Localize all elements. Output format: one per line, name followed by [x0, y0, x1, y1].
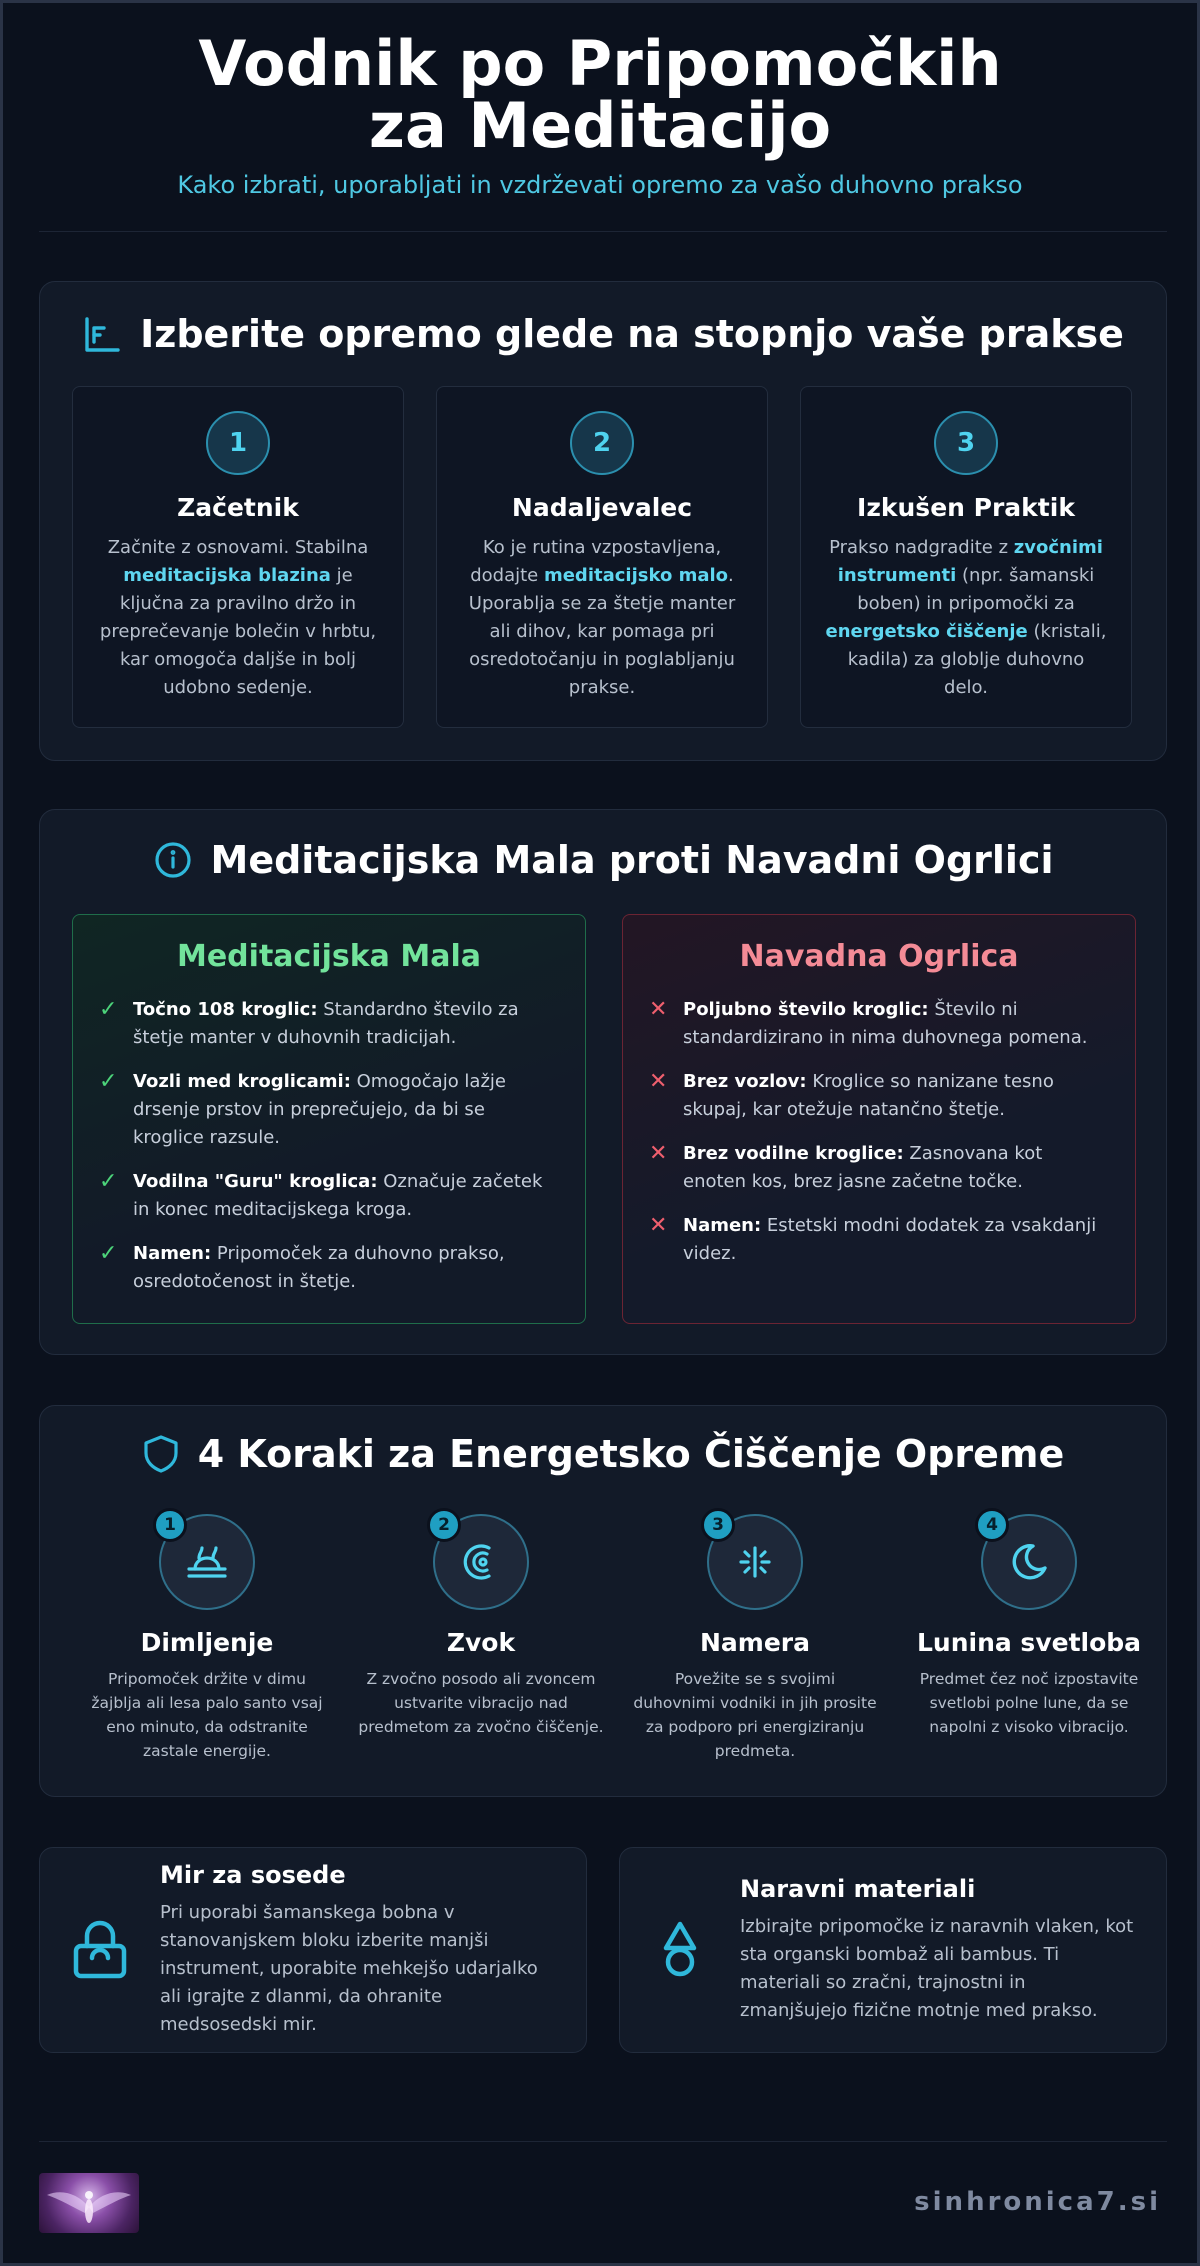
- mala-list: [73, 996, 585, 1296]
- cross-icon: ✕: [649, 1141, 668, 1166]
- site-name[interactable]: sinhronica7.si: [914, 2187, 1161, 2217]
- step-number: 1: [153, 1508, 187, 1542]
- levels-heading: [40, 312, 1166, 356]
- steps-section: [39, 1405, 1167, 1797]
- tip-icon-wrap: [620, 1920, 740, 1980]
- level-name: Začetnik: [177, 493, 299, 522]
- step-text: Predmet čez noč izpostavite svetlobi polne lune, da se napolni z visoko vibracijo.: [919, 1670, 1139, 1736]
- page-subtitle: Kako izbrati, uporabljati in vzdrževati opremo za vašo duhovno prakso: [177, 171, 1023, 199]
- level-name: Nadaljevalec: [511, 493, 693, 522]
- moon-icon: [1007, 1540, 1051, 1584]
- necklace-panel: [622, 914, 1136, 1324]
- steps-heading: [40, 1432, 1166, 1476]
- level-text: Ko je rutina vzpostavljena, dodajte meditacijsko malo. Uporablja se za štetje manter ali dihov, kar pomaga pri osredotočanju in poglabljanju prakse.: [468, 537, 736, 698]
- check-icon: ✓: [99, 1241, 118, 1266]
- necklace-list: [623, 996, 1135, 1268]
- comparison-title: Meditacijska Mala proti Navadni Ogrlici: [210, 838, 1054, 882]
- levels-grid: [72, 386, 1132, 728]
- list-item: ✓ Vozli med kroglicami: Omogočajo lažje drsenje prstov in preprečujejo, da bi se kroglice razsule.: [73, 1068, 585, 1152]
- level-number: 3: [934, 411, 998, 475]
- angel-wings-icon: [39, 2173, 139, 2233]
- step-card: [892, 1514, 1166, 1763]
- cross-icon: ✕: [649, 1213, 668, 1238]
- tip-title: Naravni materiali: [740, 1875, 976, 1903]
- check-icon: ✓: [99, 1169, 118, 1194]
- level-card: [800, 386, 1132, 728]
- tip-body: [160, 1861, 586, 2039]
- cross-icon: ✕: [649, 1069, 668, 1094]
- step-text: Povežite se s svojimi duhovnimi vodniki in jih prosite za podporo pri energiziranju predmeta.: [633, 1670, 877, 1760]
- tip-card-materials: [619, 1847, 1167, 2053]
- level-text: Prakso nadgradite z zvočnimi instrumenti (npr. šamanski boben) in pripomočki za energetsko čiščenje (kristali, kadila) za globlje duhovno delo.: [825, 537, 1107, 698]
- list-item: ✕ Brez vozlov: Kroglice so nanizane tesno skupaj, kar otežuje natančno štetje.: [623, 1068, 1135, 1124]
- step-icon-wrap: [707, 1514, 803, 1610]
- steps-row: [70, 1514, 1166, 1763]
- step-icon-wrap: [433, 1514, 529, 1610]
- level-card: [436, 386, 768, 728]
- step-number: 2: [427, 1508, 461, 1542]
- level-card: [72, 386, 404, 728]
- sparkle-icon: [733, 1540, 777, 1584]
- step-number: 4: [975, 1508, 1009, 1542]
- step-name: Namera: [700, 1628, 810, 1657]
- mala-panel: [72, 914, 586, 1324]
- step-name: Zvok: [446, 1628, 516, 1657]
- hero: [3, 3, 1197, 199]
- stairs-icon: [82, 314, 122, 354]
- footer-divider: [39, 2141, 1167, 2142]
- angel-logo[interactable]: [39, 2173, 139, 2233]
- level-number: 1: [206, 411, 270, 475]
- list-item: ✓ Točno 108 kroglic: Standardno število za štetje manter v duhovnih tradicijah.: [73, 996, 585, 1052]
- mala-title: Meditacijska Mala: [176, 939, 481, 974]
- levels-title: Izberite opremo glede na stopnjo vaše prakse: [140, 312, 1124, 356]
- necklace-title: Navadna Ogrlica: [739, 939, 1019, 974]
- level-text: Začnite z osnovami. Stabilna meditacijska blazina je ključna za pravilno držo in preprečevanje bolečin v hrbtu, kar omogoča daljše in bolj udobno sedenje.: [99, 537, 377, 698]
- page-title: Vodnik po Pripomočkih za Meditacijo: [198, 27, 1002, 162]
- lock-icon: [70, 1918, 130, 1982]
- step-card: [70, 1514, 344, 1763]
- step-text: Pripomoček držite v dimu žajblja ali lesa palo santo vsaj eno minuto, da odstranite zastale energije.: [91, 1670, 323, 1760]
- step-name: Lunina svetloba: [916, 1628, 1142, 1657]
- list-item: ✕ Poljubno število kroglic: Število ni standardizirano in nima duhovnega pomena.: [623, 996, 1135, 1052]
- list-item: ✓ Namen: Pripomoček za duhovno prakso, osredotočenost in štetje.: [73, 1240, 585, 1296]
- smoke-icon: [183, 1542, 231, 1582]
- tip-title: Mir za sosede: [160, 1861, 346, 1889]
- sound-waves-icon: [459, 1540, 503, 1584]
- list-item: ✕ Namen: Estetski modni dodatek za vsakdanji videz.: [623, 1212, 1135, 1268]
- step-text: Z zvočno posodo ali zvoncem ustvarite vibracijo nad predmetom za zvočno čiščenje.: [358, 1670, 604, 1736]
- step-icon-wrap: [159, 1514, 255, 1610]
- level-number: 2: [570, 411, 634, 475]
- check-icon: ✓: [99, 997, 118, 1022]
- shield-icon: [142, 1434, 180, 1474]
- comparison-heading: [40, 838, 1166, 882]
- list-item: ✕ Brez vodilne kroglice: Zasnovana kot enoten kos, brez jasne začetne točke.: [623, 1140, 1135, 1196]
- tip-text: Pri uporabi šamanskega bobna v stanovanjskem bloku izberite manjši instrument, uporabite mehkejšo udarjalko ali igrajte z dlanmi, da ohranite medsosedski mir.: [160, 1902, 538, 2035]
- tip-text: Izbirajte pripomočke iz naravnih vlaken, kot sta organski bombaž ali bambus. Ti materiali so zračni, trajnostni in zmanjšujejo fizične motnje med prakso.: [740, 1916, 1134, 2021]
- cross-icon: ✕: [649, 997, 668, 1022]
- step-number: 3: [701, 1508, 735, 1542]
- droplet-icon: [658, 1920, 702, 1980]
- tip-card-neighbors: [39, 1847, 587, 2053]
- levels-section: [39, 281, 1167, 761]
- check-icon: ✓: [99, 1069, 118, 1094]
- level-name: Izkušen Praktik: [857, 493, 1075, 522]
- step-card: [344, 1514, 618, 1763]
- info-icon: [153, 840, 193, 880]
- list-item: ✓ Vodilna "Guru" kroglica: Označuje začetek in konec meditacijskega kroga.: [73, 1168, 585, 1224]
- comparison-section: [39, 809, 1167, 1355]
- divider: [39, 231, 1167, 232]
- tip-body: [740, 1875, 1166, 2025]
- step-icon-wrap: [981, 1514, 1077, 1610]
- step-name: Dimljenje: [140, 1628, 274, 1657]
- tip-icon-wrap: [40, 1918, 160, 1982]
- steps-title: 4 Koraki za Energetsko Čiščenje Opreme: [197, 1432, 1065, 1476]
- step-card: [618, 1514, 892, 1763]
